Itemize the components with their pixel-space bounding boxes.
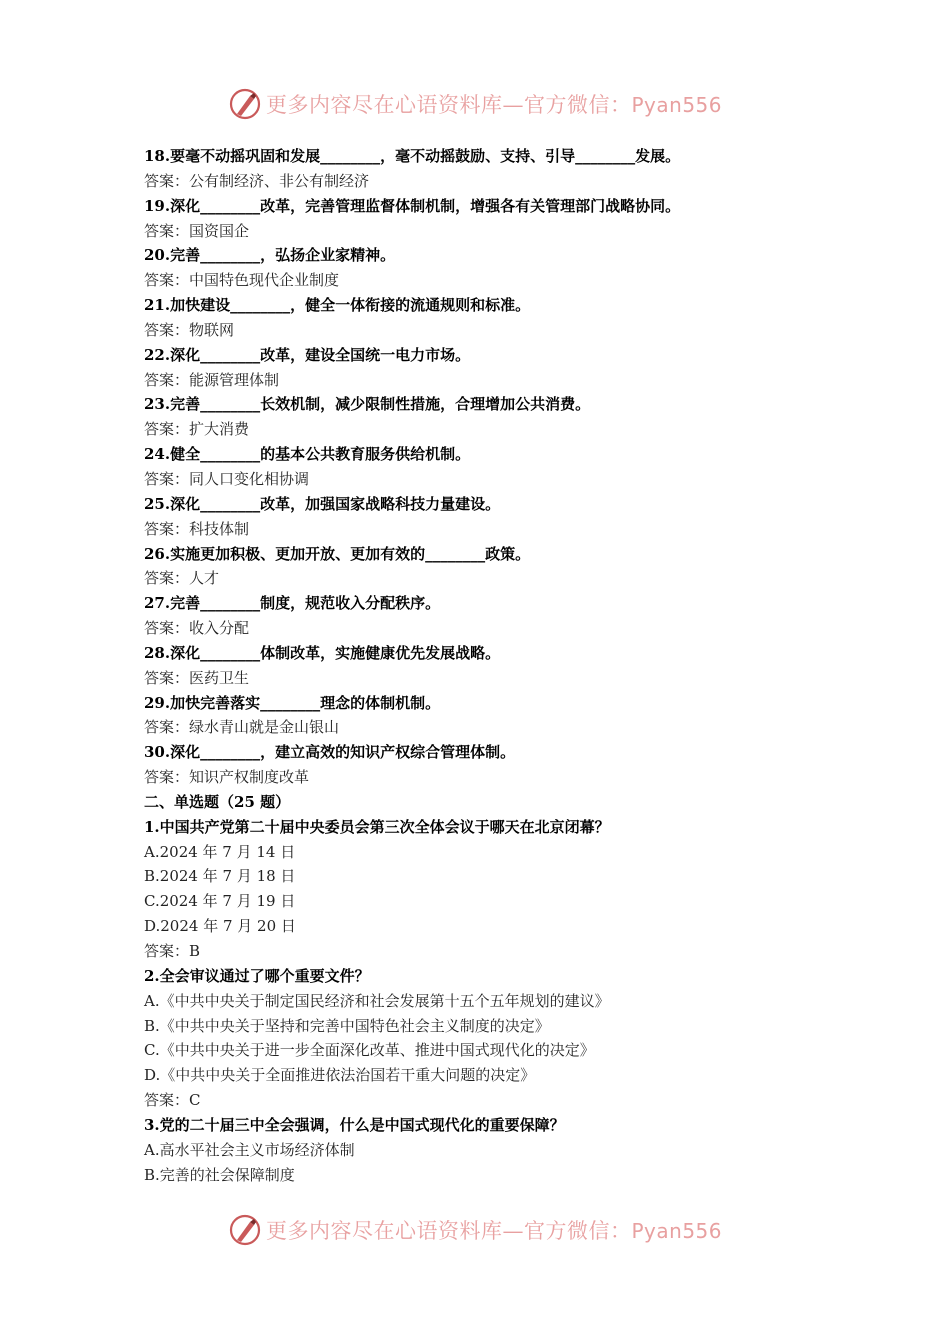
option-text: B.2024 年 7 月 18 日 <box>144 867 296 886</box>
option-text: A.《中共中央关于制定国民经济和社会发展第十五个五年规划的建议》 <box>144 991 610 1010</box>
option-text: C.《中共中央关于进一步全面深化改革、推进中国式现代化的决定》 <box>144 1041 595 1060</box>
section-heading: 二、单选题（25 题） <box>144 792 291 811</box>
question-text: 2.全会审议通过了哪个重要文件？ <box>144 966 370 985</box>
option-text: A.2024 年 7 月 14 日 <box>144 842 296 861</box>
question-text: 20.完善________，弘扬企业家精神。 <box>144 246 396 265</box>
answer-text: 答案：知识产权制度改革 <box>144 768 310 787</box>
watermark-label: 更多内容尽在心语资料库—官方微信： <box>265 1219 632 1243</box>
answer-text: 答案：能源管理体制 <box>144 370 280 389</box>
watermark-wechat-id: Pyan556 <box>631 1219 722 1243</box>
option-text: A.高水平社会主义市场经济体制 <box>144 1140 355 1159</box>
answer-text: 答案：国资国企 <box>144 221 250 240</box>
answer-text: 答案：人才 <box>144 569 220 588</box>
question-text: 28.深化________体制改革，实施健康优先发展战略。 <box>144 643 501 662</box>
answer-text: 答案：同人口变化相协调 <box>144 469 310 488</box>
question-text: 27.完善________制度，规范收入分配秩序。 <box>144 594 441 613</box>
answer-text: 答案：医药卫生 <box>144 668 250 687</box>
option-text: D.2024 年 7 月 20 日 <box>144 917 296 936</box>
option-text: D.《中共中央关于全面推进依法治国若干重大问题的决定》 <box>144 1066 536 1085</box>
answer-text: 答案：科技体制 <box>144 519 250 538</box>
question-text: 22.深化________改革，建设全国统一电力市场。 <box>144 345 471 364</box>
question-text: 1.中国共产党第二十届中央委员会第三次全体会议于哪天在北京闭幕？ <box>144 817 610 836</box>
answer-text: 答案：收入分配 <box>144 619 250 638</box>
answer-text: 答案：B <box>144 942 201 960</box>
question-text: 19.深化________改革，完善管理监督体制机制，增强各有关管理部门战略协同。 <box>144 196 681 215</box>
header-watermark <box>0 84 950 124</box>
answer-text: 答案：扩大消费 <box>144 420 250 439</box>
question-text: 24.健全________的基本公共教育服务供给机制。 <box>144 445 471 464</box>
question-text: 3.党的二十届三中全会强调，什么是中国式现代化的重要保障？ <box>144 1115 565 1134</box>
question-text: 21.加快建设________，健全一体衔接的流通规则和标准。 <box>144 296 531 315</box>
question-text: 25.深化________改革，加强国家战略科技力量建设。 <box>144 494 501 513</box>
question-text: 26.实施更加积极、更加开放、更加有效的________政策。 <box>144 544 531 563</box>
answer-text: 答案：公有制经济、非公有制经济 <box>144 171 370 190</box>
question-text: 23.完善________长效机制，减少限制性措施，合理增加公共消费。 <box>144 395 591 414</box>
question-text: 18.要毫不动摇巩固和发展________，毫不动摇鼓励、支持、引导________发展。 <box>144 147 681 165</box>
pen-nib-logo-icon <box>228 1213 262 1247</box>
answer-text: 答案：C <box>144 1091 201 1110</box>
pen-nib-logo-icon <box>228 87 262 121</box>
document-body <box>144 144 844 1187</box>
watermark-wechat-id: Pyan556 <box>631 93 722 117</box>
answer-text: 答案：中国特色现代企业制度 <box>144 271 340 290</box>
footer-watermark <box>0 1210 950 1250</box>
watermark-text <box>266 1215 722 1245</box>
answer-text: 答案：绿水青山就是金山银山 <box>144 718 340 737</box>
answer-text: 答案：物联网 <box>144 320 235 339</box>
watermark-label: 更多内容尽在心语资料库—官方微信： <box>265 93 632 117</box>
option-text: C.2024 年 7 月 19 日 <box>144 892 296 911</box>
question-text: 29.加快完善落实________理念的体制机制。 <box>144 693 441 712</box>
option-text: B.完善的社会保障制度 <box>144 1165 295 1184</box>
question-text: 30.深化________，建立高效的知识产权综合管理体制。 <box>144 743 516 762</box>
watermark-text <box>266 89 722 119</box>
option-text: B.《中共中央关于坚持和完善中国特色社会主义制度的决定》 <box>144 1016 550 1035</box>
